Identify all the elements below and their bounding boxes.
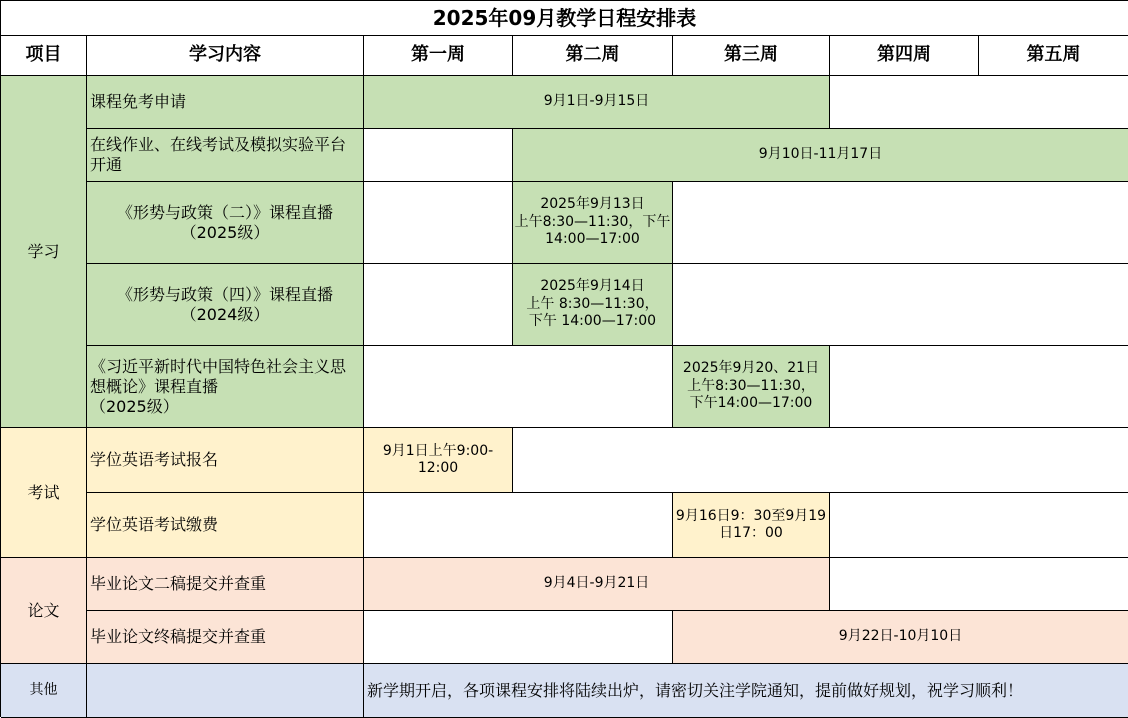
content-xi-thought: 《习近平新时代中国特色社会主义思想概论》课程直播 （2025级）: [87, 346, 364, 428]
empty-cell: [364, 493, 673, 558]
header-item: 项目: [1, 36, 87, 76]
schedule-xi-thought: 2025年9月20、21日 上午8:30—11:30， 下午14:00—17:00: [673, 346, 830, 428]
notice-text: 新学期开启，各项课程安排将陆续出炉，请密切关注学院通知，提前做好规划，祝学习顺利！: [364, 664, 1128, 718]
content-thesis-final: 毕业论文终稿提交并查重: [87, 611, 364, 664]
content-policy-two: 《形势与政策（二）》课程直播 （2025级）: [87, 182, 364, 264]
table-title: 2025年09月教学日程安排表: [1, 1, 1128, 36]
schedule-course-exemption: 9月1日-9月15日: [364, 76, 830, 129]
category-other: 其他: [1, 664, 87, 718]
empty-cell: [87, 664, 364, 718]
header-content: 学习内容: [87, 36, 364, 76]
content-english-payment: 学位英语考试缴费: [87, 493, 364, 558]
content-english-registration: 学位英语考试报名: [87, 428, 364, 493]
header-week2: 第二周: [513, 36, 673, 76]
schedule-policy-four: 2025年9月14日 上午 8:30—11:30， 下午 14:00—17:00: [513, 264, 673, 346]
empty-cell: [830, 493, 1128, 558]
empty-cell: [830, 558, 1128, 611]
empty-cell: [364, 264, 513, 346]
header-week5: 第五周: [979, 36, 1128, 76]
content-policy-four: 《形势与政策（四）》课程直播 （2024级）: [87, 264, 364, 346]
empty-cell: [513, 428, 1128, 493]
schedule-english-registration: 9月1日上午9:00-12:00: [364, 428, 513, 493]
content-thesis-second-draft: 毕业论文二稿提交并查重: [87, 558, 364, 611]
schedule-online-platform: 9月10日-11月17日: [513, 129, 1128, 182]
empty-cell: [673, 182, 1128, 264]
empty-cell: [673, 264, 1128, 346]
header-week1: 第一周: [364, 36, 513, 76]
content-course-exemption: 课程免考申请: [87, 76, 364, 129]
content-online-platform: 在线作业、在线考试及模拟实验平台开通: [87, 129, 364, 182]
category-exam: 考试: [1, 428, 87, 558]
empty-cell: [830, 76, 1128, 129]
schedule-policy-two: 2025年9月13日 上午8:30—11:30，下午14:00—17:00: [513, 182, 673, 264]
empty-cell: [364, 129, 513, 182]
empty-cell: [364, 611, 673, 664]
schedule-thesis-final: 9月22日-10月10日: [673, 611, 1128, 664]
empty-cell: [830, 346, 1128, 428]
header-week3: 第三周: [673, 36, 830, 76]
schedule-english-payment: 9月16日9：30至9月19日17：00: [673, 493, 830, 558]
empty-cell: [364, 346, 673, 428]
empty-cell: [364, 182, 513, 264]
category-study: 学习: [1, 76, 87, 428]
category-thesis: 论文: [1, 558, 87, 664]
schedule-thesis-second-draft: 9月4日-9月21日: [364, 558, 830, 611]
header-week4: 第四周: [830, 36, 979, 76]
